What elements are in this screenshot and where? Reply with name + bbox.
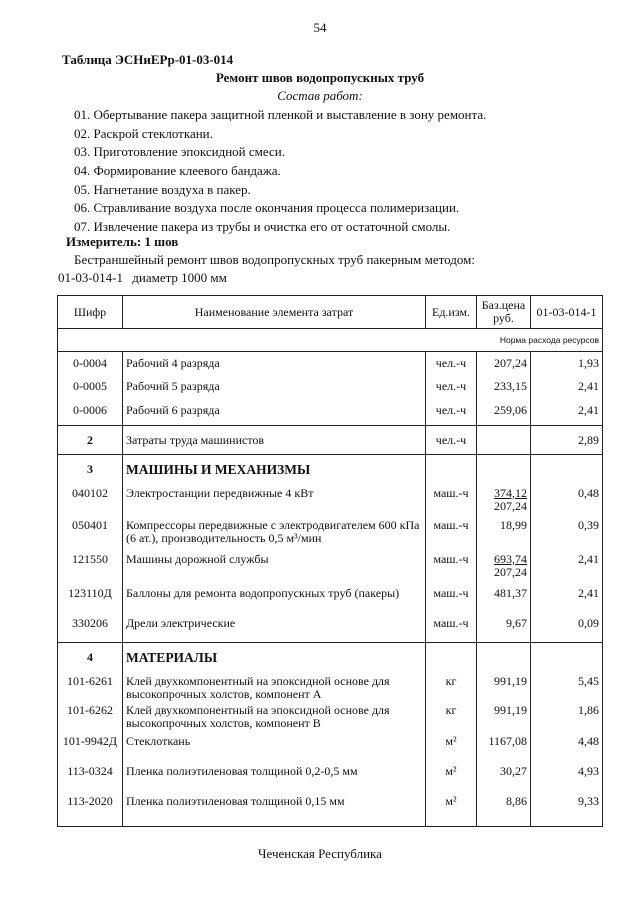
cell-norm: 2,41 [531,376,603,400]
cell-price [477,485,531,519]
header-unit: Ед.изм. [426,296,477,329]
table-row [58,519,603,553]
cell-unit: кг [426,704,477,735]
table-row [58,485,603,519]
cell-norm: 2,41 [531,553,603,585]
cell-name: Пленка полиэтиленовая толщиной 0,2-0,5 мм [123,765,426,795]
cell-norm: 0,39 [531,519,603,553]
measure-unit: Измеритель: 1 шов [66,234,179,249]
cell-name: Электростанции передвижные 4 кВт [123,485,426,519]
table-row [58,400,603,426]
cell-code: 0-0006 [58,400,123,426]
footer-region: Чеченская Республика [258,846,382,861]
table-row [58,376,603,400]
header-name: Наименование элемента затрат [123,296,426,329]
cell-unit: м² [426,765,477,795]
cell-code: 330206 [58,611,123,643]
section-code: 3 [58,455,123,485]
section-title: Ремонт швов водопропускных труб [215,70,425,85]
cell-name: Баллоны для ремонта водопропускных труб (пакеры) [123,585,426,611]
header-norm: 01-03-014-1 [531,296,603,329]
section-code: 4 [58,643,123,673]
work-item: 01. Обертывание пакера защитной пленкой и выставление в зону ремонта. [74,107,487,122]
cell-unit: маш.-ч [426,553,477,585]
cell-name: Пленка полиэтиленовая толщиной 0,15 мм [123,795,426,827]
cell-code: 101-9942Д [58,735,123,765]
cell-code: 121550 [58,553,123,585]
cost-table [57,295,603,827]
cell-price: 30,27 [477,765,531,795]
price-primary: 693,74 [494,551,527,566]
cell-unit: маш.-ч [426,485,477,519]
code-line-code: 01-03-014-1 [58,270,123,285]
price-secondary: 207,24 [494,564,527,579]
cell-name: Компрессоры передвижные с электродвигателем 600 кПа (6 ат.), производительность 0,5 м³/мин [123,519,426,553]
cell-name: Дрели электрические [123,611,426,643]
price-primary: 374,12 [494,485,527,500]
table-row [58,585,603,611]
cell-code: 113-2020 [58,795,123,827]
cell-code: 050401 [58,519,123,553]
cell-code: 113-0324 [58,765,123,795]
cell-unit: чел.-ч [426,352,477,376]
work-item: 04. Формирование клеевого бандажа. [74,163,281,179]
work-item: 03. Приготовление эпоксидной смеси. [74,144,285,160]
work-composition-heading: Состав работ: [277,88,363,103]
cell-name: Рабочий 5 разряда [123,376,426,400]
cell-name: Затраты труда машинистов [123,426,426,455]
cell-norm: 9,33 [531,795,603,827]
work-item: 06. Стравливание воздуха после окончания процесса полимеризации. [74,200,460,216]
section-row-materials [58,643,603,673]
cell-price: 233,15 [477,376,531,400]
cell-code: 123110Д [58,585,123,611]
cell-code: 0-0004 [58,352,123,376]
cell-unit: маш.-ч [426,585,477,611]
section-name: МАШИНЫ И МЕХАНИЗМЫ [123,455,426,485]
cell-unit: маш.-ч [426,519,477,553]
price-secondary: 207,24 [494,498,527,513]
cell-code: 040102 [58,485,123,519]
code-line [58,270,233,286]
cell-price: 207,24 [477,352,531,376]
cell-norm: 5,45 [531,673,603,704]
cell-norm: 0,48 [531,485,603,519]
cell-unit: чел.-ч [426,400,477,426]
cell-name: Рабочий 4 разряда [123,352,426,376]
cell-unit: маш.-ч [426,611,477,643]
subheader-label: Норма расхода ресурсов [58,329,603,352]
cell-norm: 2,41 [531,585,603,611]
header-price: Баз.цена руб. [477,296,531,329]
cell-code: 2 [58,426,123,455]
cell-unit: м² [426,795,477,827]
table-row [58,704,603,735]
cell-unit: м² [426,735,477,765]
table-row [58,352,603,376]
work-items-list [74,106,486,237]
cell-price: 259,06 [477,400,531,426]
subheader-row [58,329,603,352]
cell-price: 18,99 [477,519,531,553]
cell-price: 9,67 [477,611,531,643]
cell-norm: 2,89 [531,426,603,455]
cell-norm: 1,93 [531,352,603,376]
cell-price: 1167,08 [477,735,531,765]
cell-code: 0-0005 [58,376,123,400]
section-row-machines [58,455,603,485]
work-item: 07. Извлечение пакера из трубы и очистка его от остаточной смолы. [74,219,451,235]
cell-price [477,553,531,585]
work-item: 02. Раскрой стеклоткани. [74,125,213,141]
cell-price [477,426,531,455]
table-row [58,611,603,643]
cell-code: 101-6262 [58,704,123,735]
cell-name: Клей двухкомпонентный на эпоксидной основе для высокопрочных холстов, компонент А [123,673,426,704]
cell-norm: 2,41 [531,400,603,426]
table-id: Таблица ЭСНиЕРр-01-03-014 [62,52,234,67]
method-text: Бестраншейный ремонт швов водопропускных труб пакерным методом: [74,252,475,267]
work-item: 05. Нагнетание воздуха в пакер. [74,181,251,197]
table-row [58,735,603,765]
section-name: МАТЕРИАЛЫ [123,643,426,673]
table-row [58,553,603,585]
table-row [58,673,603,704]
cell-unit: чел.-ч [426,376,477,400]
header-code: Шифр [58,296,123,329]
table-header-row [58,296,603,329]
cell-price: 8,86 [477,795,531,827]
cell-norm: 1,86 [531,704,603,735]
cell-name: Машины дорожной службы [123,553,426,585]
cell-unit: чел.-ч [426,426,477,455]
cell-unit: кг [426,673,477,704]
table-row [58,765,603,795]
cell-price: 481,37 [477,585,531,611]
cell-norm: 4,93 [531,765,603,795]
cell-price: 991,19 [477,673,531,704]
cell-norm: 0,09 [531,611,603,643]
table-row-operators [58,426,603,455]
cell-name: Рабочий 6 разряда [123,400,426,426]
page-number: 54 [313,20,327,35]
code-line-desc: диаметр 1000 мм [132,270,227,285]
cell-code: 101-6261 [58,673,123,704]
cell-name: Стеклоткань [123,735,426,765]
cell-price: 991,19 [477,704,531,735]
cell-name: Клей двухкомпонентный на эпоксидной основе для высокопрочных холстов, компонент В [123,704,426,735]
table-row [58,795,603,827]
cell-norm: 4,48 [531,735,603,765]
